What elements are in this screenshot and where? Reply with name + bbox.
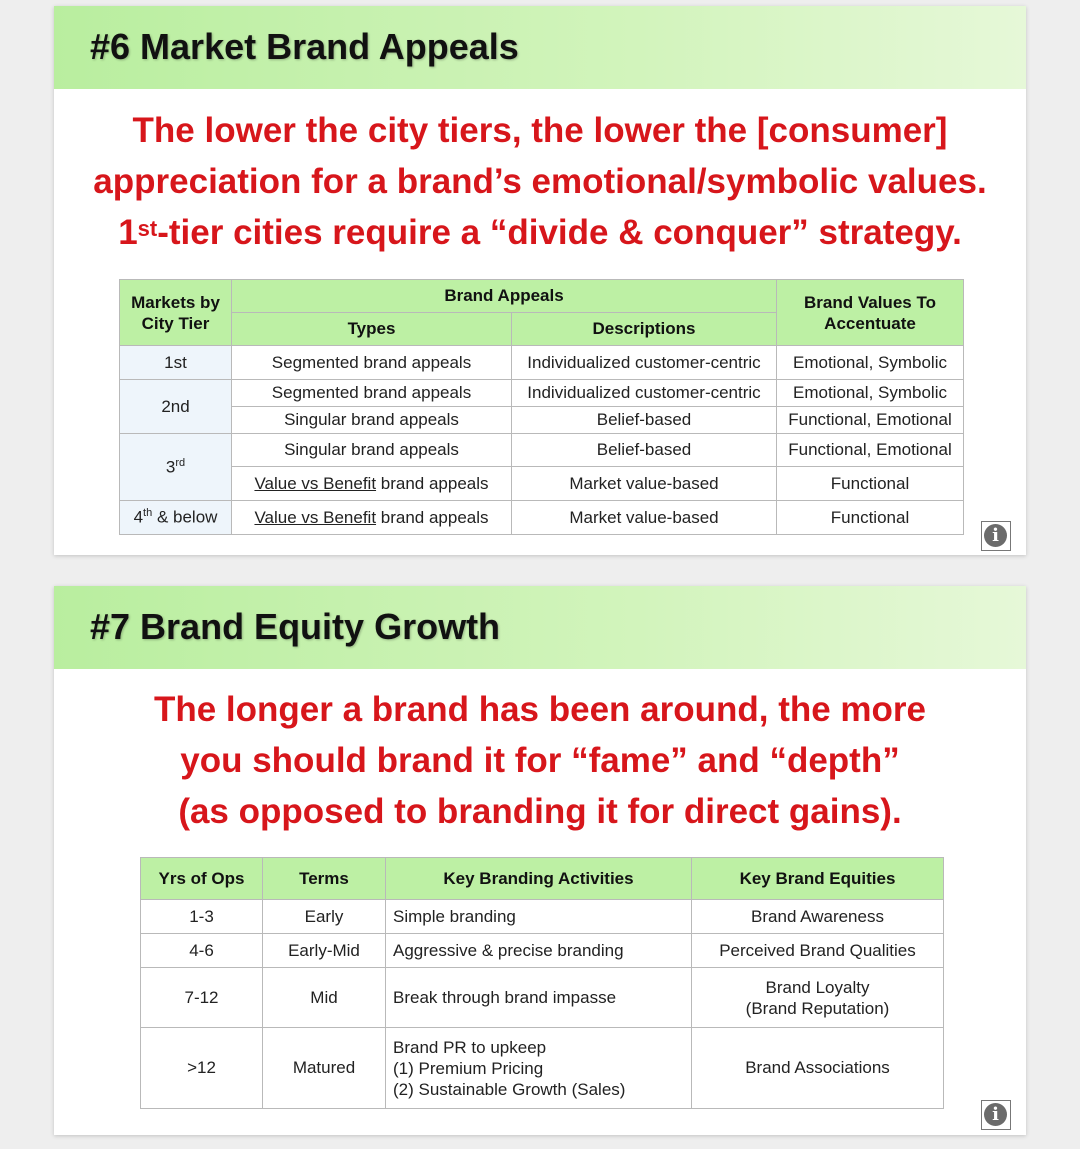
values-cell: Functional — [777, 501, 964, 535]
info-button[interactable] — [981, 1100, 1011, 1130]
tier-cell — [120, 434, 232, 501]
equity-cell — [692, 968, 944, 1028]
values-cell: Functional, Emotional — [777, 434, 964, 467]
headline-text: 1 — [118, 213, 138, 252]
equity-cell: Brand Awareness — [692, 900, 944, 934]
tier-cell — [120, 501, 232, 535]
tier-superscript: rd — [175, 456, 186, 469]
type-text: brand appeals — [376, 473, 489, 493]
brand-equity-table — [140, 857, 944, 1109]
desc-cell: Individualized customer-centric — [512, 380, 777, 407]
values-cell: Functional — [777, 467, 964, 501]
slide-header — [54, 6, 1026, 89]
equity-line: Brand Loyalty — [765, 977, 870, 997]
info-icon: i — [984, 524, 1007, 547]
headline-line: The lower the city tiers, the lower the [consumer] — [132, 111, 948, 150]
underlined-term: Value vs Benefit — [254, 473, 377, 493]
headline-line: appreciation for a brand’s emotional/symbolic values. — [93, 162, 987, 201]
header-descriptions: Descriptions — [512, 313, 777, 346]
type-cell — [232, 467, 512, 501]
equity-cell: Perceived Brand Qualities — [692, 934, 944, 968]
table-row — [120, 380, 964, 407]
slide-market-brand-appeals — [54, 6, 1026, 555]
header-markets: Markets by City Tier — [120, 280, 232, 346]
equity-line: (Brand Reputation) — [745, 998, 890, 1018]
activity-line: (2) Sustainable Growth (Sales) — [393, 1079, 626, 1099]
type-cell: Segmented brand appeals — [232, 380, 512, 407]
header-equities: Key Brand Equities — [692, 858, 944, 900]
equity-cell: Brand Associations — [692, 1028, 944, 1109]
values-cell: Functional, Emotional — [777, 407, 964, 434]
term-cell: Early — [263, 900, 386, 934]
yrs-cell: >12 — [141, 1028, 263, 1109]
activity-cell: Simple branding — [386, 900, 692, 934]
headline-line: The longer a brand has been around, the more — [153, 690, 927, 729]
headline — [54, 105, 1026, 258]
headline-line: (as opposed to branding it for direct gains). — [178, 792, 902, 831]
table-row — [120, 467, 964, 501]
info-icon: i — [984, 1103, 1007, 1126]
activity-cell — [386, 1028, 692, 1109]
desc-cell: Market value-based — [512, 501, 777, 535]
term-cell: Mid — [263, 968, 386, 1028]
header-types: Types — [232, 313, 512, 346]
table-row — [120, 501, 964, 535]
activity-cell: Break through brand impasse — [386, 968, 692, 1028]
market-appeals-table — [119, 279, 964, 535]
table-row — [141, 968, 944, 1028]
yrs-cell: 7-12 — [141, 968, 263, 1028]
table-row — [141, 900, 944, 934]
type-cell: Singular brand appeals — [232, 434, 512, 467]
header-terms: Terms — [263, 858, 386, 900]
table-row — [141, 1028, 944, 1109]
table-row — [120, 346, 964, 380]
tier-text: 3 — [165, 457, 176, 477]
desc-cell: Belief-based — [512, 434, 777, 467]
values-cell: Emotional, Symbolic — [777, 346, 964, 380]
info-button[interactable] — [981, 521, 1011, 551]
activity-line: Brand PR to upkeep — [393, 1037, 547, 1057]
table-row — [120, 434, 964, 467]
term-cell: Matured — [263, 1028, 386, 1109]
tier-superscript: th — [143, 507, 153, 520]
tier-cell: 2nd — [120, 380, 232, 434]
desc-cell: Individualized customer-centric — [512, 346, 777, 380]
header-yrs: Yrs of Ops — [141, 858, 263, 900]
header-activities: Key Branding Activities — [386, 858, 692, 900]
tier-text: & below — [152, 507, 218, 527]
slide-title: #6 Market Brand Appeals — [90, 26, 519, 67]
table-row — [120, 407, 964, 434]
type-text: brand appeals — [376, 507, 489, 527]
header-brand-appeals: Brand Appeals — [232, 280, 777, 313]
headline-line — [54, 207, 1026, 258]
yrs-cell: 1-3 — [141, 900, 263, 934]
slide-title: #7 Brand Equity Growth — [90, 606, 501, 647]
headline-superscript: st — [137, 216, 158, 241]
headline-line: you should brand it for “fame” and “depth” — [180, 741, 900, 780]
yrs-cell: 4-6 — [141, 934, 263, 968]
type-cell — [232, 501, 512, 535]
table-row — [141, 934, 944, 968]
tier-text: 4 — [133, 507, 144, 527]
activity-line: (1) Premium Pricing — [393, 1058, 544, 1078]
slide-header — [54, 586, 1026, 669]
header-brand-values: Brand Values To Accentuate — [777, 280, 964, 346]
desc-cell: Market value-based — [512, 467, 777, 501]
activity-cell: Aggressive & precise branding — [386, 934, 692, 968]
type-cell: Singular brand appeals — [232, 407, 512, 434]
desc-cell: Belief-based — [512, 407, 777, 434]
headline-text: -tier cities require a “divide & conquer” strategy. — [157, 213, 962, 252]
values-cell: Emotional, Symbolic — [777, 380, 964, 407]
headline — [54, 684, 1026, 837]
slide-brand-equity-growth — [54, 586, 1026, 1135]
type-cell: Segmented brand appeals — [232, 346, 512, 380]
tier-cell: 1st — [120, 346, 232, 380]
underlined-term: Value vs Benefit — [254, 507, 377, 527]
term-cell: Early-Mid — [263, 934, 386, 968]
